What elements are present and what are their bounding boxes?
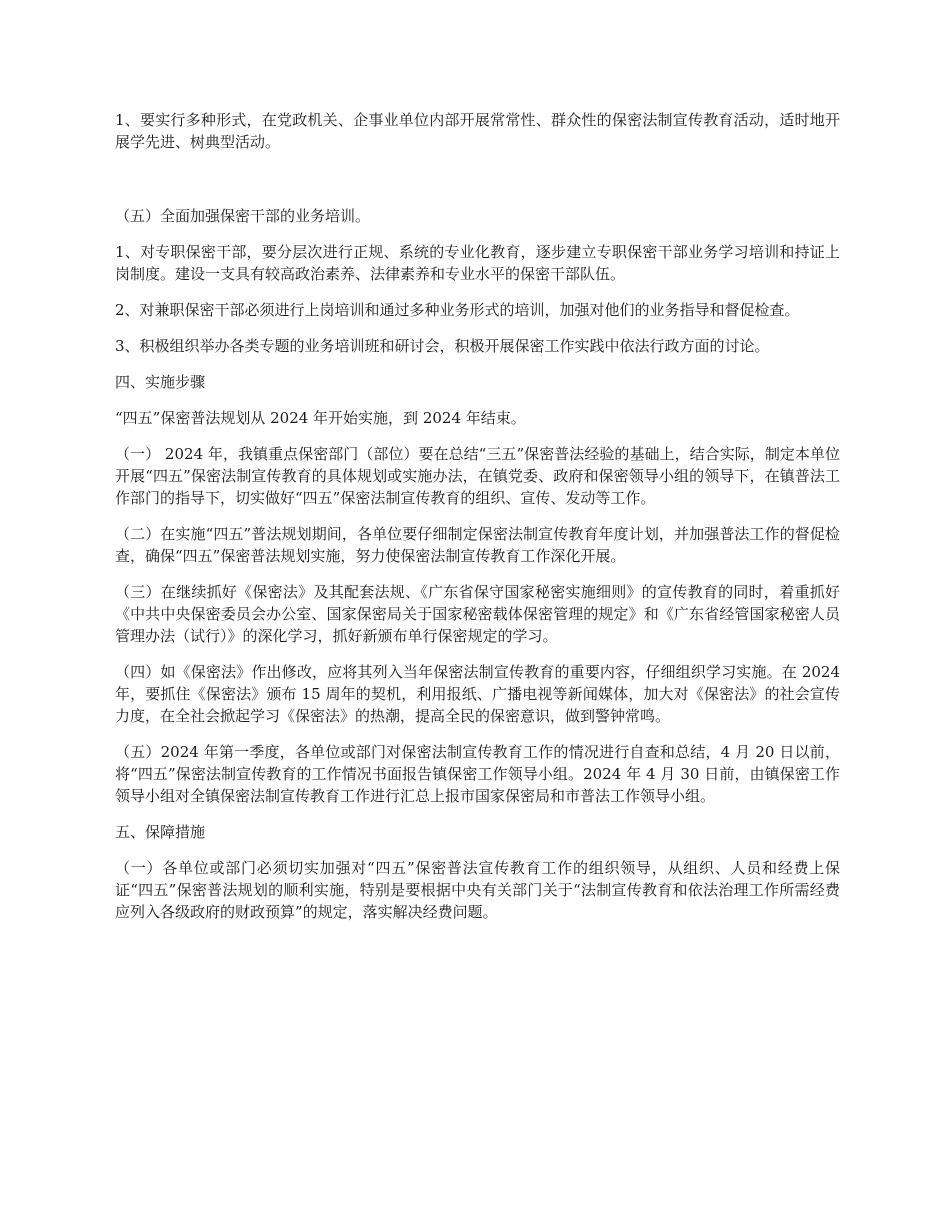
section-heading-implementation: 四、实施步骤 bbox=[115, 373, 206, 391]
paragraph-3: 2、对兼职保密干部必须进行上岗培训和通过多种业务形式的培训，加强对他们的业务指导和督促检查。 bbox=[115, 301, 800, 319]
paragraph-2: 1、对专职保密干部，要分层次进行正规、系统的专业化教育，逐步建立专职保密干部业务学习培训和持证上岗制度。建设一支具有较高政治素养、法律素养和专业水平的保密干部队伍。 bbox=[115, 243, 840, 283]
section-heading-safeguards: 五、保障措施 bbox=[115, 823, 206, 841]
paragraph-8: （三）在继续抓好《保密法》及其配套法规、《广东省保守国家秘密实施细则》的宣传教育的同时，着重抓好《中共中央保密委员会办公室、国家保密局关于国家秘密载体保密管理的规定》和《广东省经管国家秘密人员管理办法（试行）》的深化学习，抓好新颁布单行保密规定的学习。 bbox=[115, 583, 840, 645]
paragraph-4: 3、积极组织举办各类专题的业务培训班和研讨会，积极开展保密工作实践中依法行政方面的讨论。 bbox=[115, 337, 770, 355]
document-body bbox=[115, 109, 840, 937]
paragraph-11: （一）各单位或部门必须切实加强对“四五”保密普法宣传教育工作的组织领导，从组织、人员和经费上保证“四五”保密普法规划的顺利实施，特别是要根据中央有关部门关于“法制宣传教育和依法治理工作所需经费应列入各级政府的财政预算”的规定，落实解决经费问题。 bbox=[115, 859, 840, 921]
section-heading-5: （五）全面加强保密干部的业务培训。 bbox=[115, 207, 371, 225]
paragraph-1: 1、要实行多种形式，在党政机关、企事业单位内部开展常常性、群众性的保密法制宣传教育活动，适时地开展学先进、树典型活动。 bbox=[115, 111, 840, 151]
paragraph-7: （二）在实施“四五”普法规划期间，各单位要仔细制定保密法制宣传教育年度计划，并加强普法工作的督促检查，确保“四五”保密普法规划实施，努力使保密法制宣传教育工作深化开展。 bbox=[115, 525, 840, 565]
paragraph-9: （四）如《保密法》作出修改，应将其列入当年保密法制宣传教育的重要内容，仔细组织学习实施。在 2024 年，要抓住《保密法》颁布 15 周年的契机，利用报纸、广播电视等新闻媒体，加大对《保密法》的社会宣传力度，在全社会掀起学习《保密法》的热潮，提高全民的保密意识，做到警钟常鸣。 bbox=[115, 663, 840, 725]
section-gap bbox=[115, 167, 840, 205]
paragraph-5: “四五”保密普法规划从 2024 年开始实施，到 2024 年结束。 bbox=[115, 409, 526, 427]
paragraph-6: （一） 2024 年，我镇重点保密部门（部位）要在总结“三五”保密普法经验的基础上，结合实际，制定本单位开展“四五”保密法制宣传教育的具体规划或实施办法，在镇党委、政府和保密领导小组的领导下，在镇普法工作部门的指导下，切实做好“四五”保密法制宣传教育的组织、宣传、发动等工作。 bbox=[115, 445, 840, 507]
paragraph-10: （五）2024 年第一季度，各单位或部门对保密法制宣传教育工作的情况进行自查和总结，4 月 20 日以前，将“四五”保密法制宣传教育的工作情况书面报告镇保密工作领导小组。2024 年 4 月 30 日前，由镇保密工作领导小组对全镇保密法制宣传教育工作进行汇总上报市国家保密局和市普法工作领导小组。 bbox=[115, 743, 840, 805]
